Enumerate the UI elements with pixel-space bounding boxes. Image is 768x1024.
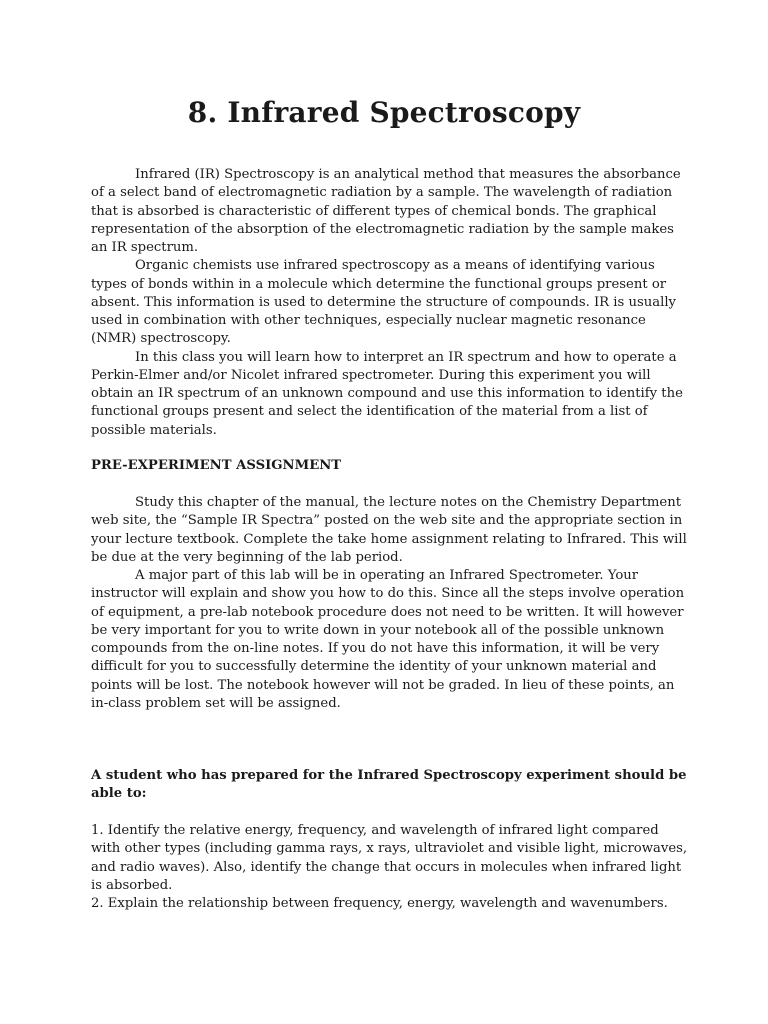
pre-experiment-section [91, 494, 691, 713]
pre-experiment-paragraph: A major part of this lab will be in operating an Infrared Spectrometer. Your instructor will explain and show you how to do this. Since all the steps involve operation of equipment, a pre-lab notebook procedure does not need to be written. It will however be very important for you to write down in your notebook all of the possible unknown compounds from the on-line notes. If you do not have this information, it will be very difficult for you to successfully determine the identity of your unknown material and points will be lost. The notebook however will not be graded. In lieu of these points, an in-class problem set will be assigned. [91, 568, 685, 711]
objective-item: 2. Explain the relationship between frequency, energy, wavelength and wavenumbers. [91, 896, 668, 911]
objectives-list [91, 822, 691, 913]
intro-paragraph: Infrared (IR) Spectroscopy is an analytical method that measures the absorbance of a select band of electromagnetic radiation by a sample. The wavelength of radiation that is absorbed is characteristic of different types of chemical bonds. The graphical representation of the absorption of the electromagnetic radiation by the sample makes an IR spectrum. [91, 167, 681, 255]
objectives-heading: A student who has prepared for the Infrared Spectroscopy experiment should be able to: [91, 768, 687, 802]
intro-paragraph: In this class you will learn how to interpret an IR spectrum and how to operate a Perkin-Elmer and/or Nicolet infrared spectrometer. During this experiment you will obtain an IR spectrum of an unknown compound and use this information to identify the functional groups present and select the identification of the material from a list of possible materials. [91, 349, 683, 438]
intro-paragraph: Organic chemists use infrared spectroscopy as a means of identifying various types of bonds within in a molecule which determine the functional groups present or absent. This information is used to determine the structure of compounds. IR is usually used in combination with other techniques, especially nuclear magnetic resonance (NMR) spectroscopy. [91, 258, 676, 347]
pre-experiment-paragraph: Study this chapter of the manual, the lecture notes on the Chemistry Department web site, the “Sample IR Spectra” posted on the web site and the appropriate section in your lecture textbook. Complete the take home assignment relating to Infrared. This will be due at the very beginning of the lab period. [91, 495, 687, 565]
pre-experiment-heading: PRE-EXPERIMENT ASSIGNMENT [91, 458, 342, 473]
page-title: 8. Infrared Spectroscopy [187, 96, 581, 129]
intro-section [91, 166, 691, 440]
objective-item: 1. Identify the relative energy, frequency, and wavelength of infrared light compared with other types (including gamma rays, x rays, ultraviolet and visible light, microwaves, and radio waves). Also, identify the change that occurs in molecules when infrared light is absorbed. [91, 823, 688, 893]
